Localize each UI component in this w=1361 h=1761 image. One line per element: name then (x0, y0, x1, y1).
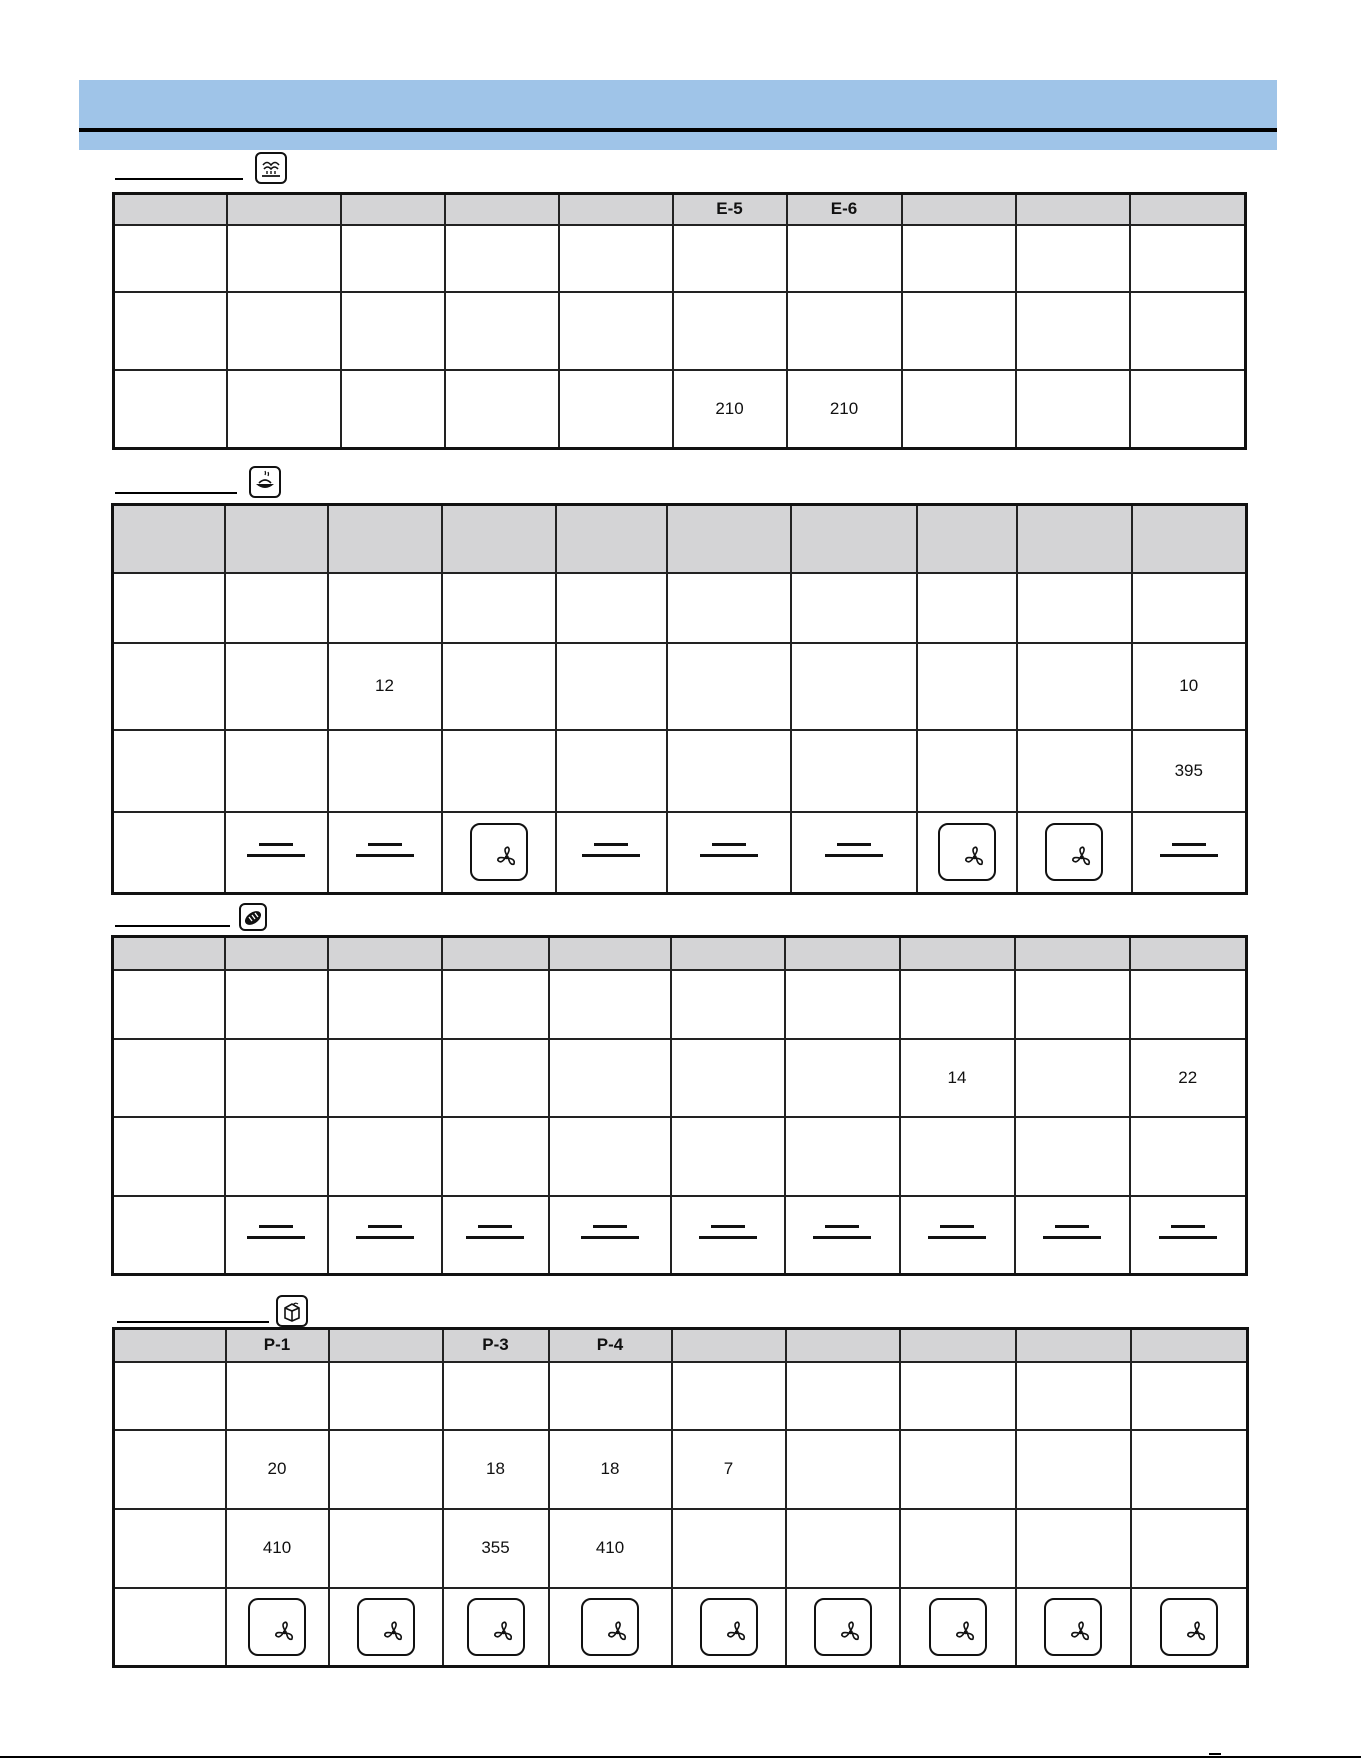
top-bottom-heat-icon (667, 812, 791, 894)
convection-fan-icon (672, 1588, 786, 1667)
header-cell (556, 505, 667, 573)
table-cell: 18 (443, 1430, 549, 1509)
table-cell (673, 225, 787, 292)
table-cell (1015, 1039, 1130, 1117)
section-2-heading-rule (115, 492, 237, 494)
table-cell (1130, 225, 1246, 292)
header-cell (113, 937, 225, 970)
convection-fan-icon (917, 812, 1017, 894)
table-cell (917, 643, 1017, 730)
table-cell (341, 225, 445, 292)
table-cell (1130, 1117, 1247, 1196)
table-cell (791, 730, 917, 812)
top-bottom-heat-icon (791, 812, 917, 894)
header-cell (549, 937, 671, 970)
convection-fan-icon (786, 1588, 900, 1667)
table-header-row (113, 937, 1247, 970)
table-cell (556, 573, 667, 643)
table-cell (225, 573, 328, 643)
header-cell (900, 1329, 1016, 1362)
table-cell (442, 643, 556, 730)
table-cell (113, 730, 225, 812)
table-cell (556, 643, 667, 730)
table-cell (114, 1588, 226, 1667)
table-cell (114, 1430, 226, 1509)
table-cell (113, 573, 225, 643)
table-cell (785, 1039, 900, 1117)
section-3-heading-rule (115, 925, 230, 927)
header-cell (559, 194, 673, 225)
table-cell (225, 730, 328, 812)
table-cell (559, 292, 673, 370)
section-4-table (112, 1327, 1249, 1668)
table-cell: 20 (226, 1430, 329, 1509)
table-cell (1016, 1509, 1131, 1588)
table-header-row (114, 194, 1246, 225)
header-cell (341, 194, 445, 225)
table-row (114, 1362, 1248, 1430)
table-cell (673, 292, 787, 370)
header-cell (1130, 194, 1246, 225)
header-cell (328, 937, 442, 970)
table-cell (226, 1362, 329, 1430)
table-cell (1017, 573, 1132, 643)
table-cell (559, 370, 673, 449)
top-bottom-heat-icon (785, 1196, 900, 1275)
table-cell (1016, 225, 1130, 292)
convection-fan-icon (900, 1588, 1016, 1667)
top-bottom-heat-icon (442, 1196, 549, 1275)
table-cell (667, 730, 791, 812)
section-4-heading (117, 1291, 317, 1331)
table-cell: 210 (673, 370, 787, 449)
header-cell (225, 937, 328, 970)
table-cell (549, 970, 671, 1039)
table-cell (1131, 1362, 1248, 1430)
table-cell (113, 1196, 225, 1275)
table-cell (667, 573, 791, 643)
table-cell (328, 1117, 442, 1196)
table-cell (113, 643, 225, 730)
convection-fan-icon (549, 1588, 672, 1667)
section-3-table (111, 935, 1248, 1276)
table-cell (786, 1509, 900, 1588)
table-cell (442, 1039, 549, 1117)
section-1-heading-rule (115, 178, 243, 180)
table-cell (1015, 1117, 1130, 1196)
table-row (113, 643, 1247, 730)
header-cell: E-6 (787, 194, 902, 225)
header-cell (902, 194, 1016, 225)
table-cell (114, 225, 227, 292)
header-cell (442, 505, 556, 573)
top-bottom-heat-icon (328, 812, 442, 894)
pastry-icon (276, 1295, 308, 1327)
table-cell (917, 730, 1017, 812)
table-cell (787, 292, 902, 370)
header-cell (786, 1329, 900, 1362)
table-cell (328, 730, 442, 812)
table-row (113, 573, 1247, 643)
table-cell (559, 225, 673, 292)
convection-fan-icon (443, 1588, 549, 1667)
header-cell (1015, 937, 1130, 970)
table-row (113, 1039, 1247, 1117)
table-cell (227, 225, 341, 292)
table-cell: 12 (328, 643, 442, 730)
table-cell: 22 (1130, 1039, 1247, 1117)
section-2-heading (115, 462, 295, 502)
table-cell (442, 730, 556, 812)
table-cell (1016, 292, 1130, 370)
table-cell (227, 292, 341, 370)
table-cell (328, 970, 442, 1039)
page-bottom-rule (0, 1756, 1361, 1758)
table-cell (786, 1362, 900, 1430)
table-cell (328, 573, 442, 643)
top-bottom-heat-icon (671, 1196, 785, 1275)
top-bottom-heat-icon (900, 1196, 1015, 1275)
header-cell (900, 937, 1015, 970)
table-cell (900, 970, 1015, 1039)
top-bottom-heat-icon (1015, 1196, 1130, 1275)
table-cell (1016, 370, 1130, 449)
table-cell (556, 730, 667, 812)
table-cell (225, 970, 328, 1039)
table-cell (1130, 292, 1246, 370)
table-cell (917, 573, 1017, 643)
title-banner (79, 80, 1277, 150)
section-1-table (112, 192, 1247, 450)
header-cell (227, 194, 341, 225)
table-cell: 14 (900, 1039, 1015, 1117)
header-cell (1131, 1329, 1248, 1362)
table-cell (113, 1117, 225, 1196)
top-bottom-heat-icon (225, 812, 328, 894)
header-cell (114, 1329, 226, 1362)
table-cell (791, 573, 917, 643)
header-cell (225, 505, 328, 573)
table-cell (1131, 1509, 1248, 1588)
header-cell (667, 505, 791, 573)
header-cell (791, 505, 917, 573)
header-cell: P-1 (226, 1329, 329, 1362)
convection-fan-icon (226, 1588, 329, 1667)
convection-fan-icon (442, 812, 556, 894)
table-cell (1016, 1430, 1131, 1509)
table-cell (1132, 573, 1247, 643)
table-cell (114, 292, 227, 370)
header-cell (329, 1329, 443, 1362)
table-cell (113, 812, 225, 894)
table-cell (329, 1362, 443, 1430)
table-cell (1130, 370, 1246, 449)
table-cell: 7 (672, 1430, 786, 1509)
title-banner-rule (79, 128, 1277, 132)
table-cell (445, 370, 559, 449)
table-cell (549, 1039, 671, 1117)
table-cell (113, 970, 225, 1039)
table-cell (902, 292, 1016, 370)
table-cell (1016, 1362, 1131, 1430)
table-cell (667, 643, 791, 730)
table-row (114, 1430, 1248, 1509)
table-cell (672, 1362, 786, 1430)
section-3-heading (115, 895, 295, 935)
table-cell (549, 1117, 671, 1196)
table-cell (225, 1039, 328, 1117)
roast-dish-icon (249, 466, 281, 498)
header-cell (442, 937, 549, 970)
header-cell (113, 505, 225, 573)
table-row (114, 370, 1246, 449)
table-row (114, 292, 1246, 370)
header-cell: P-3 (443, 1329, 549, 1362)
table-cell (786, 1430, 900, 1509)
mode-row (113, 1196, 1247, 1275)
mode-row (114, 1588, 1248, 1667)
table-cell (445, 292, 559, 370)
table-cell: 410 (549, 1509, 672, 1588)
table-cell (1131, 1430, 1248, 1509)
top-bottom-heat-icon (328, 1196, 442, 1275)
table-cell: 18 (549, 1430, 672, 1509)
table-cell (902, 370, 1016, 449)
table-row (113, 970, 1247, 1039)
header-cell (785, 937, 900, 970)
table-cell (329, 1430, 443, 1509)
table-cell (900, 1430, 1016, 1509)
convection-fan-icon (1016, 1588, 1131, 1667)
table-row (114, 1509, 1248, 1588)
table-cell (442, 970, 549, 1039)
table-cell (785, 970, 900, 1039)
page-bottom-tick (1209, 1753, 1221, 1755)
top-bottom-heat-icon (1130, 1196, 1247, 1275)
header-cell (445, 194, 559, 225)
table-row (113, 1117, 1247, 1196)
header-cell (1130, 937, 1247, 970)
table-cell (341, 292, 445, 370)
convection-fan-icon (1017, 812, 1132, 894)
table-cell (785, 1117, 900, 1196)
table-cell (549, 1362, 672, 1430)
header-cell (1017, 505, 1132, 573)
header-cell (328, 505, 442, 573)
table-row (113, 730, 1247, 812)
top-bottom-heat-icon (556, 812, 667, 894)
table-cell (1015, 970, 1130, 1039)
convection-fan-icon (1131, 1588, 1248, 1667)
table-cell (671, 1117, 785, 1196)
table-cell (225, 643, 328, 730)
top-bottom-heat-icon (225, 1196, 328, 1275)
table-cell (445, 225, 559, 292)
table-cell (787, 225, 902, 292)
header-cell (1016, 194, 1130, 225)
section-2-table (111, 503, 1248, 895)
header-cell (1132, 505, 1247, 573)
table-cell (114, 1509, 226, 1588)
header-cell: P-4 (549, 1329, 672, 1362)
top-bottom-heat-icon (1132, 812, 1247, 894)
table-header-row (114, 1329, 1248, 1362)
table-row (114, 225, 1246, 292)
table-cell (113, 1039, 225, 1117)
table-cell (671, 970, 785, 1039)
header-cell (114, 194, 227, 225)
table-cell (900, 1117, 1015, 1196)
table-cell (900, 1362, 1016, 1430)
table-cell (1017, 643, 1132, 730)
header-cell (1016, 1329, 1131, 1362)
table-cell (672, 1509, 786, 1588)
section-1-heading (115, 148, 295, 188)
header-cell (672, 1329, 786, 1362)
table-cell (225, 1117, 328, 1196)
table-cell: 355 (443, 1509, 549, 1588)
table-cell (328, 1039, 442, 1117)
table-cell: 410 (226, 1509, 329, 1588)
header-cell (671, 937, 785, 970)
table-cell (1130, 970, 1247, 1039)
section-4-heading-rule (117, 1321, 269, 1323)
steam-rack-icon (255, 152, 287, 184)
table-cell: 10 (1132, 643, 1247, 730)
bread-icon (239, 903, 267, 931)
table-header-row (113, 505, 1247, 573)
table-cell (114, 1362, 226, 1430)
table-cell (671, 1039, 785, 1117)
header-cell (917, 505, 1017, 573)
convection-fan-icon (329, 1588, 443, 1667)
mode-row (113, 812, 1247, 894)
table-cell (442, 573, 556, 643)
table-cell (329, 1509, 443, 1588)
header-cell: E-5 (673, 194, 787, 225)
table-cell (900, 1509, 1016, 1588)
table-cell (1017, 730, 1132, 812)
table-cell: 395 (1132, 730, 1247, 812)
table-cell (443, 1362, 549, 1430)
table-cell (902, 225, 1016, 292)
table-cell (341, 370, 445, 449)
table-cell: 210 (787, 370, 902, 449)
top-bottom-heat-icon (549, 1196, 671, 1275)
table-cell (227, 370, 341, 449)
table-cell (114, 370, 227, 449)
table-cell (442, 1117, 549, 1196)
table-cell (791, 643, 917, 730)
